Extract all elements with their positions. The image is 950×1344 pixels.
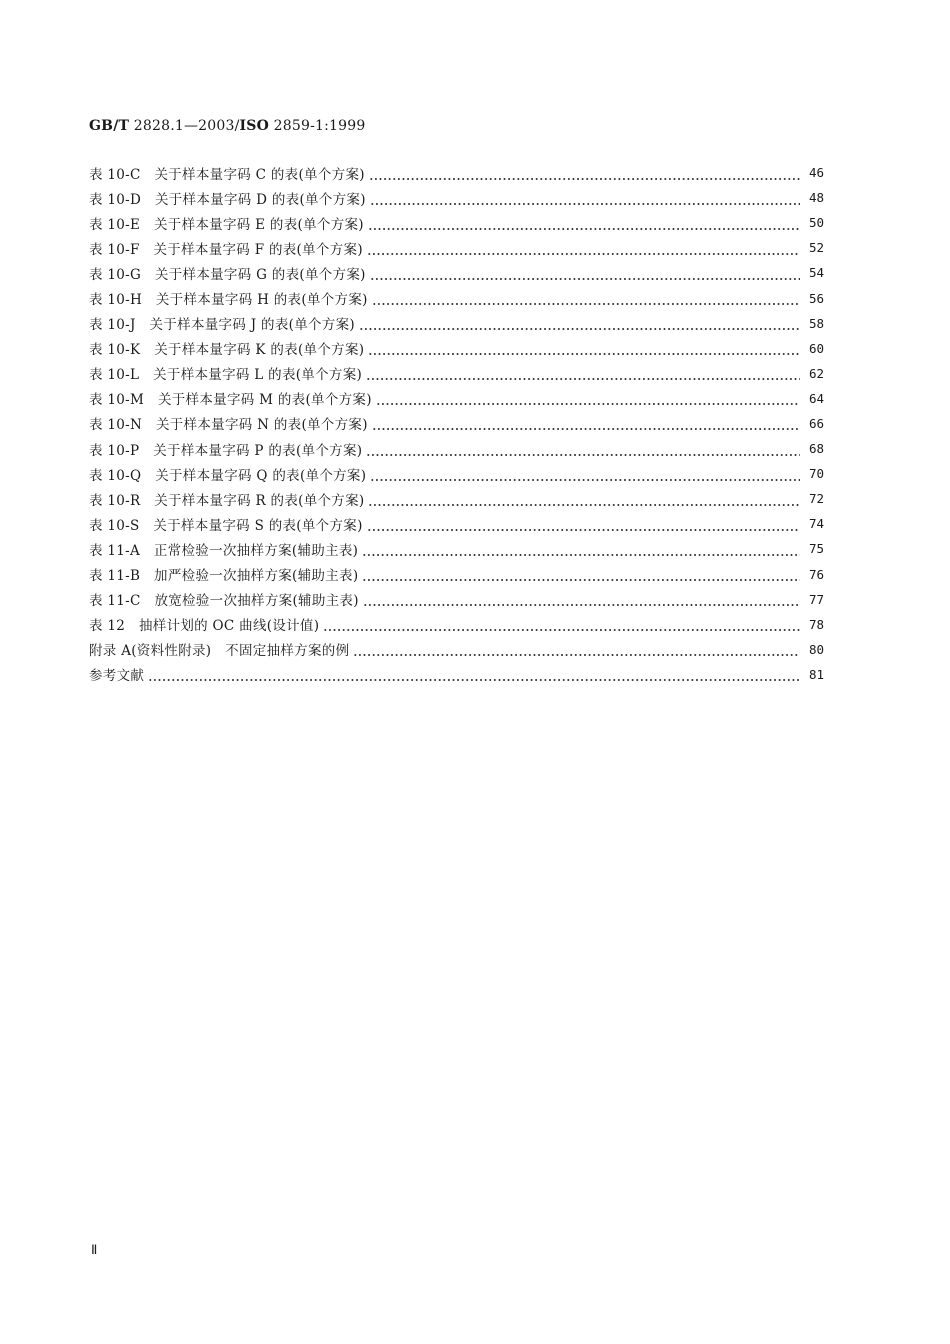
toc-leader <box>362 567 800 581</box>
page-number: Ⅱ <box>91 1242 98 1257</box>
toc-row[interactable] <box>89 260 824 285</box>
toc-leader <box>366 366 800 380</box>
toc-row[interactable] <box>89 511 824 536</box>
toc-label: 表 10-L 关于样本量字码 L 的表(单个方案) <box>89 367 363 384</box>
toc-label: 表 10-Q 关于样本量字码 Q 的表(单个方案) <box>89 467 367 484</box>
toc-page-number: 75 <box>808 541 824 557</box>
toc-page-number: 81 <box>808 666 824 682</box>
toc-label: 表 10-G 关于样本量字码 G 的表(单个方案) <box>89 266 366 283</box>
toc-row[interactable] <box>89 411 824 436</box>
toc-label: 表 10-S 关于样本量字码 S 的表(单个方案) <box>89 517 363 534</box>
toc-leader <box>363 592 800 606</box>
toc-leader <box>359 316 800 330</box>
toc-leader <box>367 241 800 255</box>
toc-label: 表 10-P 关于样本量字码 P 的表(单个方案) <box>89 442 363 459</box>
toc-page-number: 48 <box>808 190 824 206</box>
toc-row[interactable] <box>89 436 824 461</box>
toc-leader <box>369 166 800 180</box>
toc-row[interactable] <box>89 285 824 310</box>
toc-leader <box>366 442 800 456</box>
toc-label: 表 10-N 关于样本量字码 N 的表(单个方案) <box>89 417 368 434</box>
toc-label: 表 10-H 关于样本量字码 H 的表(单个方案) <box>89 292 368 309</box>
toc-label: 表 10-K 关于样本量字码 K 的表(单个方案) <box>89 342 365 359</box>
toc-page-number: 66 <box>808 415 824 431</box>
toc-label: 表 10-D 关于样本量字码 D 的表(单个方案) <box>89 191 366 208</box>
toc-leader <box>370 266 800 280</box>
toc-label: 表 12 抽样计划的 OC 曲线(设计值) <box>89 618 320 635</box>
toc-page-number: 70 <box>808 466 824 482</box>
toc-label: 表 10-F 关于样本量字码 F 的表(单个方案) <box>89 241 363 258</box>
toc-leader <box>323 617 800 631</box>
toc-leader <box>368 216 800 230</box>
header-iso-prefix: ISO <box>239 118 269 134</box>
toc-page-number: 50 <box>808 215 824 231</box>
toc-row[interactable] <box>89 386 824 411</box>
toc-label: 表 11-C 放宽检验一次抽样方案(辅助主表) <box>89 593 359 610</box>
toc-leader <box>368 492 800 506</box>
toc-row[interactable] <box>89 562 824 587</box>
toc-row[interactable] <box>89 587 824 612</box>
toc-page-number: 58 <box>808 315 824 331</box>
toc-leader <box>148 667 800 681</box>
toc-page-number: 80 <box>808 641 824 657</box>
toc-leader <box>372 416 800 430</box>
toc-page-number: 60 <box>808 340 824 356</box>
header-standard-number: 2828.1—2003/ <box>129 118 240 134</box>
toc-row[interactable] <box>89 361 824 386</box>
toc-leader <box>372 291 800 305</box>
header-standard-prefix: GB/T <box>89 118 130 134</box>
toc-label: 表 10-R 关于样本量字码 R 的表(单个方案) <box>89 492 365 509</box>
toc-label: 表 10-M 关于样本量字码 M 的表(单个方案) <box>89 392 372 409</box>
toc-row[interactable] <box>89 486 824 511</box>
toc-page-number: 72 <box>808 491 824 507</box>
toc-page-number: 62 <box>808 365 824 381</box>
toc-row[interactable] <box>89 612 824 637</box>
toc-row[interactable] <box>89 185 824 210</box>
toc-label: 表 10-C 关于样本量字码 C 的表(单个方案) <box>89 166 365 183</box>
toc-leader <box>370 467 800 481</box>
toc-row[interactable] <box>89 461 824 486</box>
toc-label: 参考文献 <box>89 668 145 685</box>
header-iso-number: 2859-1:1999 <box>268 118 366 134</box>
toc-leader <box>368 341 800 355</box>
toc-label: 附录 A(资料性附录) 不固定抽样方案的例 <box>89 643 350 660</box>
toc-leader <box>353 642 800 656</box>
document-header <box>89 118 365 134</box>
toc-row[interactable] <box>89 336 824 361</box>
toc-leader <box>376 391 800 405</box>
toc-page-number: 56 <box>808 290 824 306</box>
toc-leader <box>367 517 800 531</box>
toc-leader <box>370 191 800 205</box>
toc-page-number: 64 <box>808 390 824 406</box>
toc-page-number: 52 <box>808 240 824 256</box>
toc-label: 表 10-J 关于样本量字码 J 的表(单个方案) <box>89 317 355 334</box>
toc-row[interactable] <box>89 536 824 561</box>
toc-label: 表 11-A 正常检验一次抽样方案(辅助主表) <box>89 542 359 559</box>
toc-leader <box>362 542 800 556</box>
toc-page-number: 74 <box>808 516 824 532</box>
toc-page-number: 76 <box>808 566 824 582</box>
toc-page-number: 46 <box>808 165 824 181</box>
toc-row[interactable] <box>89 637 824 662</box>
toc-row[interactable] <box>89 235 824 260</box>
toc-page-number: 68 <box>808 441 824 457</box>
toc-page-number: 77 <box>808 591 824 607</box>
toc-page-number: 54 <box>808 265 824 281</box>
toc-label: 表 11-B 加严检验一次抽样方案(辅助主表) <box>89 568 359 585</box>
table-of-contents <box>89 160 824 687</box>
toc-row[interactable] <box>89 662 824 687</box>
toc-row[interactable] <box>89 311 824 336</box>
toc-page-number: 78 <box>808 616 824 632</box>
toc-row[interactable] <box>89 210 824 235</box>
toc-label: 表 10-E 关于样本量字码 E 的表(单个方案) <box>89 216 364 233</box>
toc-row[interactable] <box>89 160 824 185</box>
